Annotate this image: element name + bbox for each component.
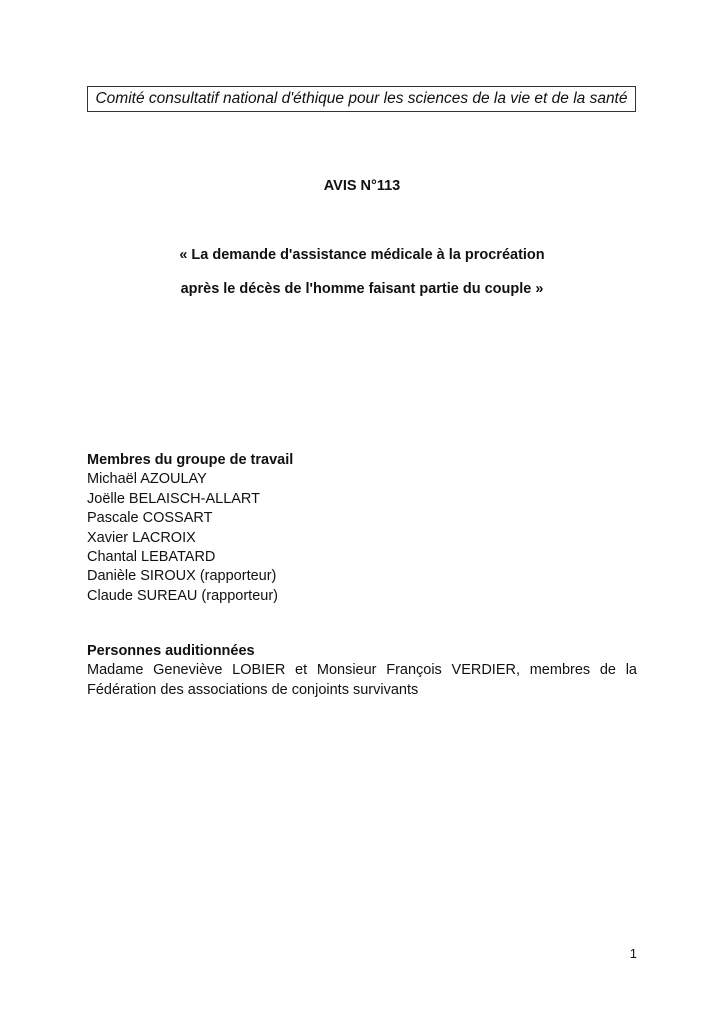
opinion-number: AVIS N°113 <box>323 178 401 194</box>
member-name: Pascale COSSART <box>87 510 213 527</box>
working-group-section <box>87 451 637 606</box>
member-name: Danièle SIROUX (rapporteur) <box>87 568 277 585</box>
member-name: Claude SUREAU (rapporteur) <box>87 587 278 604</box>
hearings-section <box>87 642 637 700</box>
member-name: Michaël AZOULAY <box>87 471 207 488</box>
member-name: Chantal LEBATARD <box>87 549 216 566</box>
page-number: 1 <box>629 946 637 961</box>
hearings-text: Madame Geneviève LOBIER et Monsieur François VERDIER, membres de la Fédération des associations de conjoints survivants <box>87 662 637 698</box>
opinion-title-line-1: « La demande d'assistance médicale à la procréation <box>179 247 545 263</box>
member-name: Joëlle BELAISCH-ALLART <box>87 490 261 507</box>
hearings-heading: Personnes auditionnées <box>87 643 255 659</box>
committee-header: Comité consultatif national d'éthique pour les sciences de la vie et de la santé <box>87 86 636 112</box>
member-name: Xavier LACROIX <box>87 529 196 546</box>
opinion-title-line-2: après le décès de l'homme faisant partie du couple » <box>180 281 544 297</box>
working-group-heading: Membres du groupe de travail <box>87 452 294 468</box>
